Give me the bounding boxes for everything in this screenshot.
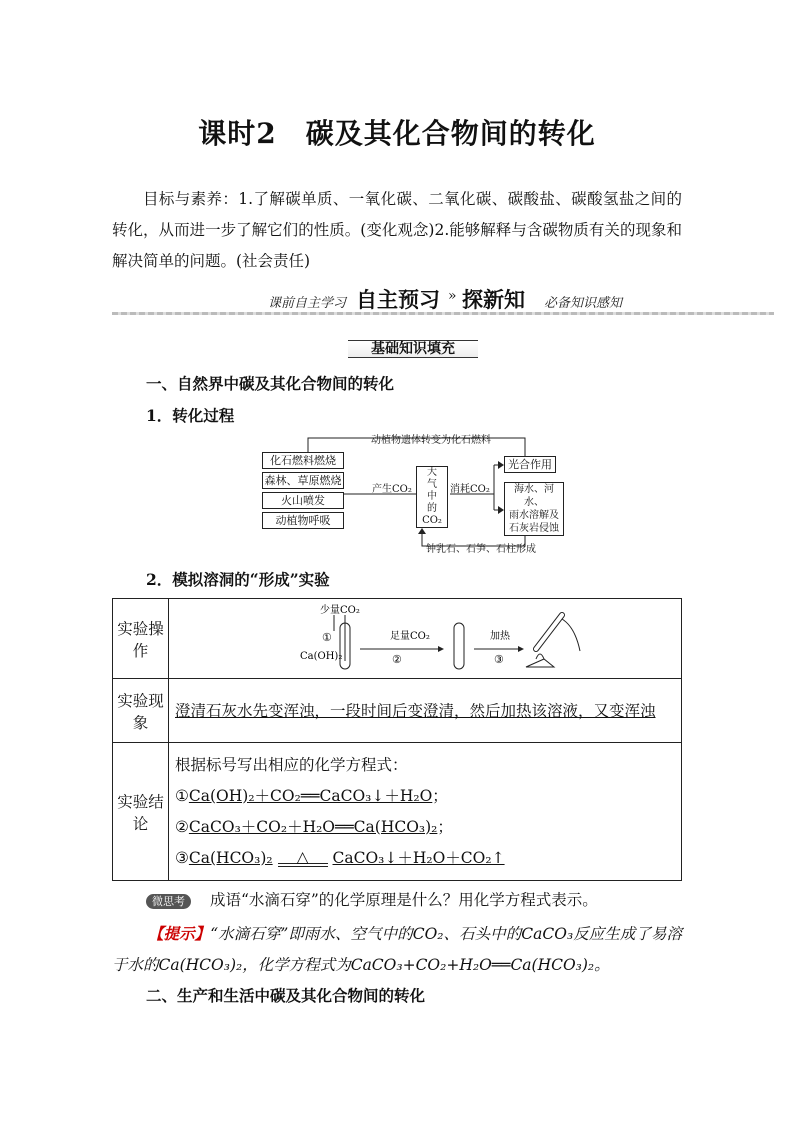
tip-paragraph: [112, 918, 682, 981]
phen-label: 实验现象: [113, 679, 169, 743]
left-box-4: 动植物呼吸: [262, 512, 344, 529]
left-box-2: 森林、草原燃烧: [262, 472, 344, 489]
banner-main-2: 探新知: [462, 288, 525, 312]
top-label: 动植物遗体转变为化石燃料: [371, 435, 491, 446]
section-banner: [112, 282, 774, 318]
label-co2-small: 少量CO₂: [320, 604, 360, 616]
heat-condition: △: [278, 851, 328, 867]
right-box-1: 光合作用: [504, 456, 556, 473]
produce-label: 产生CO₂: [372, 484, 412, 495]
tip-label: 【提示】: [148, 924, 211, 943]
experiment-figure: [300, 601, 680, 677]
eq3a: Ca(HCO₃)₂: [188, 848, 273, 867]
conc-label: 实验结论: [113, 743, 169, 881]
op-figure-cell: [169, 599, 682, 679]
op-label: 实验操作: [113, 599, 169, 679]
heading-2: 二、生产和生活中碳及其化合物间的转化: [146, 986, 426, 1005]
goals-paragraph: 目标与素养：1.了解碳单质、一氧化碳、二氧化碳、碳酸盐、碳酸氢盐之间的转化，从而进一步了解它们的性质。(变化观念)2.能够解释与含碳物质有关的现象和解决简单的问题。(社会责任): [112, 190, 682, 270]
heading-1-2: 2．模拟溶洞的“形成”实验: [146, 570, 330, 589]
eq1-line: ①Ca(OH)₂＋CO₂══CaCO₃↓＋H₂O；: [175, 786, 448, 805]
label-heat: 加热: [490, 630, 510, 642]
arrow-icon: »: [448, 288, 457, 304]
heading-1: 一、自然界中碳及其化合物间的转化: [146, 374, 395, 393]
bottom-label: 钟乳石、石笋、石柱形成: [426, 544, 536, 555]
left-box-1: 化石燃料燃烧: [262, 452, 344, 469]
eq2: CaCO₃＋CO₂＋H₂O══Ca(HCO₃)₂: [188, 817, 438, 836]
conc-intro: 根据标号写出相应的化学方程式：: [175, 755, 408, 774]
center-box: 大 气 中 的 CO₂: [416, 466, 448, 528]
label-n3: ③: [494, 652, 504, 666]
banner-right-label: 必备知识感知: [544, 296, 623, 311]
eq2-line: ②CaCO₃＋CO₂＋H₂O══Ca(HCO₃)₂；: [175, 817, 453, 836]
experiment-table: [112, 598, 682, 881]
eq3-line: ③Ca(HCO₃)₂ △ CaCO₃↓＋H₂O＋CO₂↑: [175, 847, 505, 867]
label-n1: ①: [322, 630, 332, 644]
phen-text: 澄清石灰水先变浑浊，一段时间后变澄清，然后加热该溶液，又变浑浊: [169, 679, 682, 743]
banner-left-label: 课前自主学习: [268, 296, 347, 311]
carbon-cycle-diagram: [250, 430, 570, 560]
section-box-label: 基础知识填充: [348, 340, 478, 358]
banner-divider: [112, 312, 774, 315]
label-co2-enough: 足量CO₂: [390, 630, 430, 642]
banner-main-1: 自主预习: [356, 288, 440, 312]
label-caoh: Ca(OH)₂: [300, 650, 343, 662]
right-box-2: 海水、河水、 雨水溶解及 石灰岩侵蚀: [504, 482, 564, 536]
eq3b: CaCO₃↓＋H₂O＋CO₂↑: [332, 848, 505, 867]
think-question: 微思考 成语“水滴石穿”的化学原理是什么？用化学方程式表示。: [146, 888, 598, 910]
eq1: Ca(OH)₂＋CO₂══CaCO₃↓＋H₂O: [188, 786, 433, 805]
page-title: 课时2 碳及其化合物间的转化: [198, 117, 596, 150]
consume-label: 消耗CO₂: [450, 484, 490, 495]
heading-1-1: 1．转化过程: [146, 406, 235, 425]
left-box-3: 火山喷发: [262, 492, 344, 509]
tip-text: “水滴石穿”即雨水、空气中的CO₂、石头中的CaCO₃反应生成了易溶于水的Ca(HCO₃)₂，化学方程式为CaCO₃+CO₂+H₂O══Ca(HCO₃)₂。: [112, 925, 682, 974]
think-tag: 微思考: [146, 894, 191, 909]
label-n2: ②: [392, 652, 402, 666]
conc-cell: [169, 743, 682, 881]
